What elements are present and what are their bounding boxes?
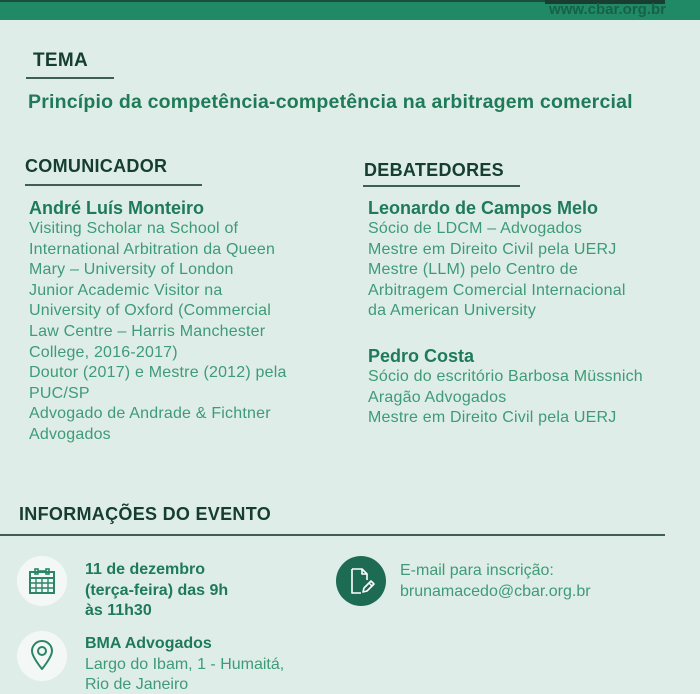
comunicador-rule xyxy=(25,184,202,186)
comunicador-block xyxy=(29,197,287,446)
bio-line: Aragão Advogados xyxy=(368,388,507,406)
banner-divider xyxy=(0,0,545,2)
bio-line: PUC/SP xyxy=(29,384,90,402)
bio-line: Law Centre – Harris Manchester xyxy=(29,322,266,340)
evento-rule xyxy=(0,534,665,536)
debatedor-name: Pedro Costa xyxy=(368,346,475,366)
bio-line: Visiting Scholar na School of xyxy=(29,220,239,237)
debatedor-block-2 xyxy=(368,345,643,429)
tema-title: Princípio da competência-competência na arbitragem comercial xyxy=(28,91,633,113)
tema-rule xyxy=(26,77,114,79)
time-line: às 11h30 xyxy=(85,602,152,619)
tema-heading: TEMA xyxy=(33,50,89,71)
evento-heading: INFORMAÇÕES DO EVENTO xyxy=(19,504,271,524)
bio-line: Sócio do escritório Barbosa Müssnich xyxy=(368,368,643,385)
bio-line: da American University xyxy=(368,302,537,320)
event-date-row xyxy=(17,556,228,622)
address-line: Largo do Ibam, 1 - Humaitá, xyxy=(85,655,285,673)
time-line: (terça-feira) das 9h xyxy=(85,581,229,599)
bio-line: Doutor (2017) e Mestre (2012) pela xyxy=(29,364,287,382)
debatedores-heading: DEBATEDORES xyxy=(364,160,504,180)
website-url[interactable]: www.cbar.org.br xyxy=(549,1,666,18)
bio-line: Mestre (LLM) pelo Centro de xyxy=(368,261,578,279)
bio-line: University of Oxford (Commercial xyxy=(29,302,272,320)
event-date-text xyxy=(85,560,228,622)
bio-line: Advogado de Andrade & Fichtner xyxy=(29,405,271,423)
bio-line: Junior Academic Visitor na xyxy=(29,281,223,299)
bio-line: Mary – University of London xyxy=(29,261,234,279)
bio-line: Mestre em Direito Civil pela UERJ xyxy=(368,409,617,427)
comunicador-heading: COMUNICADOR xyxy=(25,156,168,176)
bio-line: Arbitragem Comercial Internacional xyxy=(368,281,626,299)
bio-line: International Arbitration da Queen xyxy=(29,240,276,258)
registration-label: E-mail para inscrição: xyxy=(400,562,554,579)
debatedores-rule xyxy=(363,185,520,187)
bio-line: College, 2016-2017) xyxy=(29,343,178,361)
top-banner xyxy=(0,0,700,20)
bio-line: Mestre em Direito Civil pela UERJ xyxy=(368,240,617,258)
comunicador-name: André Luís Monteiro xyxy=(29,198,204,218)
registration-email[interactable]: brunamacedo@cbar.org.br xyxy=(400,582,591,600)
bio-line: Sócio de LDCM – Advogados xyxy=(368,220,583,237)
debatedor-block-1 xyxy=(368,197,626,322)
document-edit-icon xyxy=(336,556,386,606)
address-line: Rio de Janeiro xyxy=(85,676,189,693)
bio-line: Advogados xyxy=(29,425,111,443)
map-pin-icon xyxy=(17,631,67,681)
registration-row xyxy=(336,556,591,606)
venue-name: BMA Advogados xyxy=(85,635,212,652)
calendar-icon xyxy=(17,556,67,606)
event-location-text xyxy=(85,634,284,694)
event-location-row xyxy=(17,631,284,694)
registration-text xyxy=(400,561,591,602)
debatedor-name: Leonardo de Campos Melo xyxy=(368,198,599,218)
date-line: 11 de dezembro xyxy=(85,561,206,578)
